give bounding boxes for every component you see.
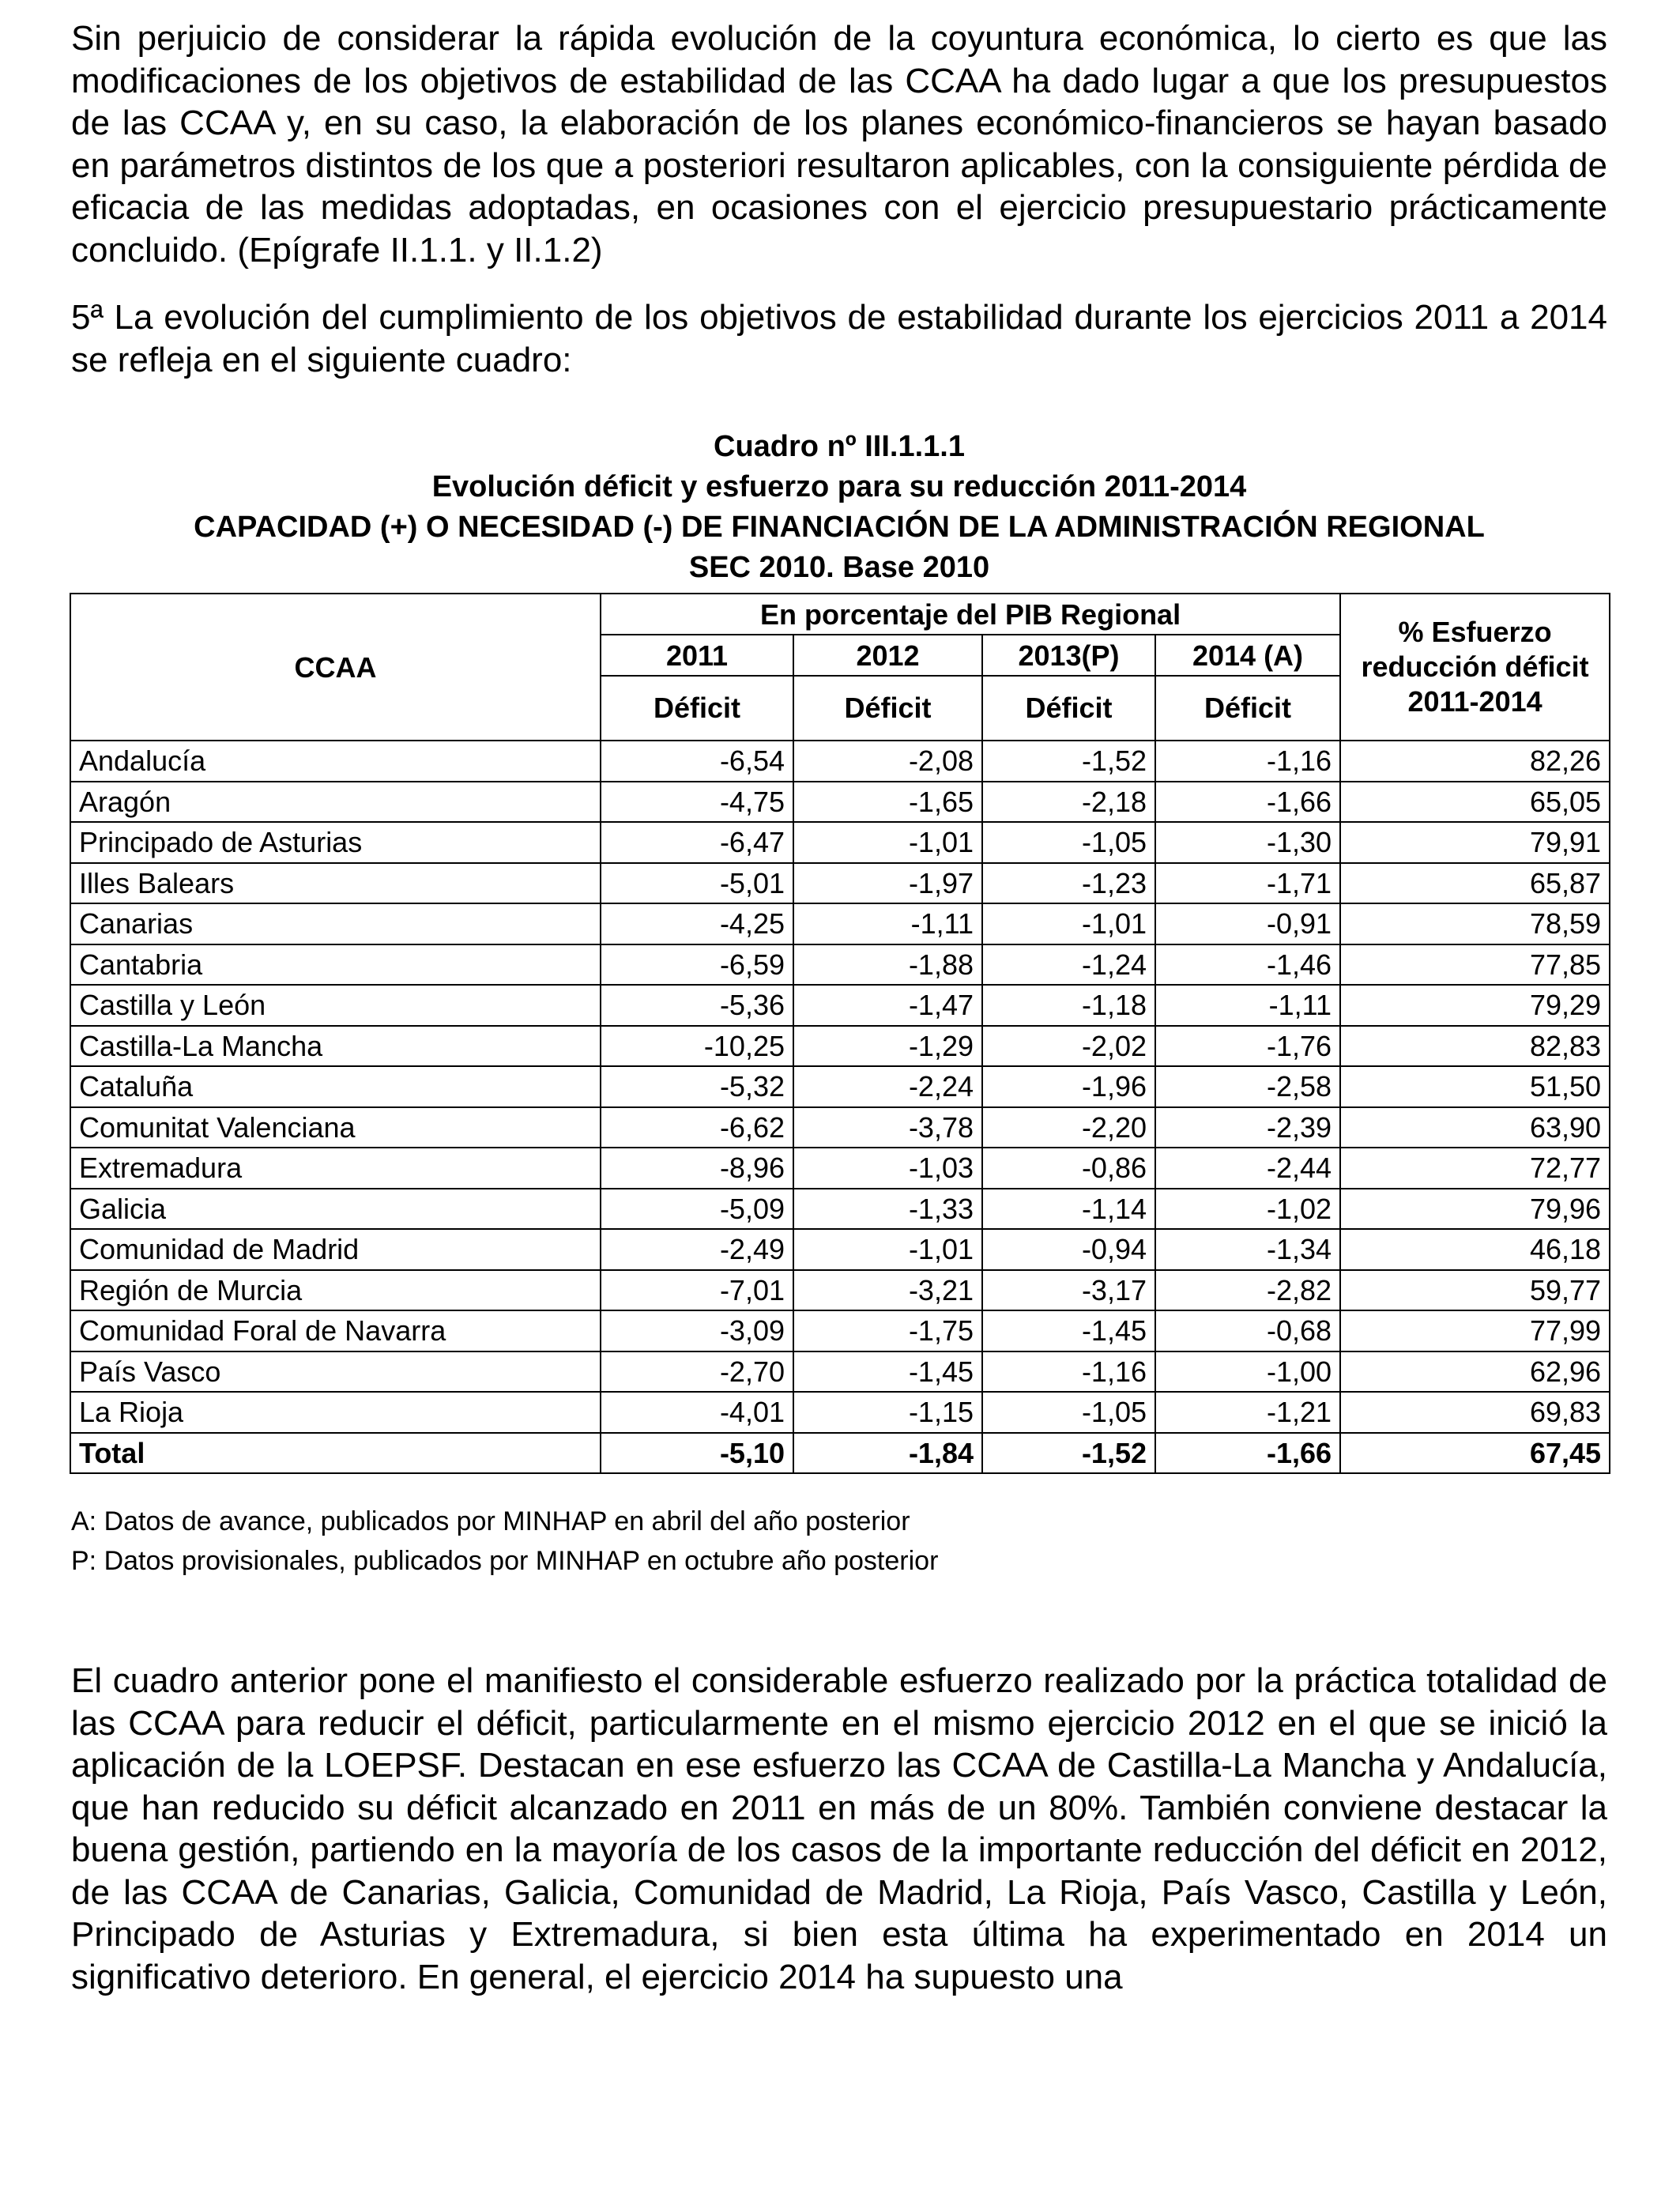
table-row [70,1189,1610,1230]
deficit-table [70,593,1610,1474]
row-deficit-2014: -0,91 [1155,903,1340,944]
row-ccaa-name: Castilla y León [70,985,601,1026]
row-deficit-2014: -0,68 [1155,1310,1340,1351]
row-deficit-2013: -2,20 [982,1107,1155,1148]
row-deficit-2014: -1,66 [1155,782,1340,823]
header-effort [1340,594,1610,741]
row-deficit-2013: -1,24 [982,944,1155,986]
row-effort-value: 67,45 [1340,1433,1610,1474]
header-deficit: Déficit [601,676,793,741]
row-deficit-2011: -4,25 [601,903,793,944]
table-row [70,1107,1610,1148]
row-deficit-2014: -1,16 [1155,741,1340,782]
table-base: SEC 2010. Base 2010 [688,551,990,584]
row-deficit-2013: -1,45 [982,1310,1155,1351]
row-deficit-2012: -3,78 [793,1107,982,1148]
row-ccaa-name: Comunidad de Madrid [70,1229,601,1270]
row-deficit-2013: -2,18 [982,782,1155,823]
row-deficit-2014: -1,71 [1155,863,1340,904]
row-deficit-2012: -1,75 [793,1310,982,1351]
header-deficit: Déficit [1155,676,1340,741]
row-deficit-2013: -3,17 [982,1270,1155,1311]
row-deficit-2013: -0,86 [982,1148,1155,1189]
header-effort-period: 2011-2014 [1407,685,1543,718]
row-ccaa-name: Andalucía [70,741,601,782]
row-effort-value: 82,26 [1340,741,1610,782]
row-deficit-2014: -2,58 [1155,1066,1340,1107]
note-advance: A: Datos de avance, publicados por MINHAP en abril del año posterior [71,1506,910,1536]
table-row [70,1270,1610,1311]
intro-paragraph: Sin perjuicio de considerar la rápida evolución de la coyuntura económica, lo cierto es que las modificaciones de los objetivos de estabilidad de las CCAA ha dado lugar a que los presupuestos de las CCAA y, en su caso, la elaboración de los planes económico-financieros se hayan basado en parámetros distintos de los que a posteriori resultaron aplicables, con la consiguiente pérdida de eficacia de las medidas adoptadas, en ocasiones con el ejercicio presupuestario prácticamente concluido. (Epígrafe II.1.1. y II.1.2) [71,19,1607,270]
table-row [70,1148,1610,1189]
row-deficit-2012: -1,84 [793,1433,982,1474]
table-body [70,741,1610,1473]
table-row [70,1310,1610,1351]
row-effort-value: 63,90 [1340,1107,1610,1148]
row-ccaa-name: Extremadura [70,1148,601,1189]
row-effort-value: 59,77 [1340,1270,1610,1311]
row-ccaa-name: Cantabria [70,944,601,986]
header-year-2012: 2012 [793,635,982,676]
header-deficit: Déficit [982,676,1155,741]
header-year-2014: 2014 (A) [1155,635,1340,676]
row-effort-value: 82,83 [1340,1026,1610,1067]
table-row [70,944,1610,986]
table-notes [71,1502,938,1581]
row-deficit-2013: -1,14 [982,1189,1155,1230]
row-deficit-2011: -2,70 [601,1351,793,1393]
row-deficit-2012: -1,11 [793,903,982,944]
header-deficit: Déficit [793,676,982,741]
row-deficit-2011: -3,09 [601,1310,793,1351]
row-deficit-2014: -1,66 [1155,1433,1340,1474]
row-effort-value: 77,85 [1340,944,1610,986]
table-row [70,863,1610,904]
row-deficit-2011: -5,09 [601,1189,793,1230]
row-deficit-2013: -1,05 [982,822,1155,863]
table-row [70,1351,1610,1393]
row-deficit-2011: -7,01 [601,1270,793,1311]
row-deficit-2011: -4,01 [601,1392,793,1433]
row-deficit-2011: -6,54 [601,741,793,782]
table-row [70,1066,1610,1107]
row-deficit-2013: -1,23 [982,863,1155,904]
row-ccaa-name: Cataluña [70,1066,601,1107]
row-deficit-2012: -1,01 [793,1229,982,1270]
row-effort-value: 65,05 [1340,782,1610,823]
row-deficit-2013: -1,52 [982,1433,1155,1474]
row-deficit-2013: -2,02 [982,1026,1155,1067]
analysis-paragraph: El cuadro anterior pone el manifiesto el considerable esfuerzo realizado por la práctica totalidad de las CCAA para reducir el déficit, particularmente en el mismo ejercicio 2012 en el que se inició la aplicación de la LOEPSF. Destacan en ese esfuerzo las CCAA de Castilla-La Mancha y Andalucía, que han reducido su déficit alcanzado en 2011 en más de un 80%. También conviene destacar la buena gestión, partiendo en la mayoría de los casos de la importante reducción del déficit en 2012, de las CCAA de Canarias, Galicia, Comunidad de Madrid, La Rioja, País Vasco, Castilla y León, Principado de Asturias y Extremadura, si bien esta última ha experimentado en 2014 un significativo deterioro. En general, el ejercicio 2014 ha supuesto una [71,1661,1607,1996]
row-deficit-2014: -1,00 [1155,1351,1340,1393]
row-deficit-2014: -1,11 [1155,985,1340,1026]
table-row [70,1392,1610,1433]
row-deficit-2014: -2,39 [1155,1107,1340,1148]
header-effort-label: % Esfuerzo reducción déficit [1361,616,1589,683]
header-ccaa: CCAA [70,594,601,741]
row-deficit-2013: -1,52 [982,741,1155,782]
row-ccaa-name: Castilla-La Mancha [70,1026,601,1067]
row-effort-value: 72,77 [1340,1148,1610,1189]
row-deficit-2014: -1,34 [1155,1229,1340,1270]
table-number: Cuadro nº III.1.1.1 [714,430,965,463]
row-deficit-2012: -2,08 [793,741,982,782]
row-deficit-2012: -1,01 [793,822,982,863]
table-row [70,741,1610,782]
row-deficit-2014: -1,76 [1155,1026,1340,1067]
row-effort-value: 62,96 [1340,1351,1610,1393]
row-deficit-2013: -1,18 [982,985,1155,1026]
row-effort-value: 79,96 [1340,1189,1610,1230]
row-deficit-2013: -1,96 [982,1066,1155,1107]
note-provisional: P: Datos provisionales, publicados por MINHAP en octubre año posterior [71,1546,939,1576]
row-deficit-2011: -8,96 [601,1148,793,1189]
row-deficit-2011: -6,62 [601,1107,793,1148]
table-row [70,903,1610,944]
row-deficit-2014: -1,30 [1155,822,1340,863]
row-deficit-2011: -4,75 [601,782,793,823]
row-deficit-2012: -1,65 [793,782,982,823]
row-ccaa-name: Aragón [70,782,601,823]
row-deficit-2013: -1,01 [982,903,1155,944]
row-deficit-2014: -1,21 [1155,1392,1340,1433]
row-deficit-2011: -5,36 [601,985,793,1026]
row-ccaa-name: Principado de Asturias [70,822,601,863]
row-ccaa-name: Galicia [70,1189,601,1230]
table-row [70,985,1610,1026]
row-deficit-2011: -5,32 [601,1066,793,1107]
row-deficit-2013: -1,05 [982,1392,1155,1433]
row-deficit-2012: -1,88 [793,944,982,986]
row-deficit-2012: -1,47 [793,985,982,1026]
table-caption: Evolución déficit y esfuerzo para su reducción 2011-2014 [431,470,1247,503]
table-row [70,1229,1610,1270]
row-deficit-2012: -1,15 [793,1392,982,1433]
row-effort-value: 77,99 [1340,1310,1610,1351]
row-ccaa-name: Illes Balears [70,863,601,904]
row-ccaa-name: La Rioja [70,1392,601,1433]
row-deficit-2011: -6,47 [601,822,793,863]
row-deficit-2011: -5,01 [601,863,793,904]
row-deficit-2012: -1,29 [793,1026,982,1067]
table-row [70,1026,1610,1067]
row-deficit-2013: -1,16 [982,1351,1155,1393]
table-row [70,782,1610,823]
row-effort-value: 51,50 [1340,1066,1610,1107]
row-ccaa-name: Canarias [70,903,601,944]
row-deficit-2011: -2,49 [601,1229,793,1270]
header-year-2013: 2013(P) [982,635,1155,676]
row-effort-value: 65,87 [1340,863,1610,904]
row-effort-value: 69,83 [1340,1392,1610,1433]
row-ccaa-name: Total [70,1433,601,1474]
row-deficit-2014: -2,82 [1155,1270,1340,1311]
table-row [70,822,1610,863]
row-deficit-2013: -0,94 [982,1229,1155,1270]
row-ccaa-name: Región de Murcia [70,1270,601,1311]
row-ccaa-name: Comunidad Foral de Navarra [70,1310,601,1351]
header-pib-group: En porcentaje del PIB Regional [601,594,1340,635]
row-deficit-2012: -2,24 [793,1066,982,1107]
row-deficit-2011: -6,59 [601,944,793,986]
row-deficit-2012: -3,21 [793,1270,982,1311]
row-deficit-2012: -1,97 [793,863,982,904]
row-deficit-2014: -1,46 [1155,944,1340,986]
table-subject: CAPACIDAD (+) O NECESIDAD (-) DE FINANCIACIÓN DE LA ADMINISTRACIÓN REGIONAL [194,511,1485,544]
row-deficit-2012: -1,33 [793,1189,982,1230]
table-intro-paragraph: 5ª La evolución del cumplimiento de los objetivos de estabilidad durante los ejercicios 2011 a 2014 se refleja en el siguiente cuadro: [71,298,1607,379]
row-effort-value: 79,91 [1340,822,1610,863]
row-deficit-2011: -10,25 [601,1026,793,1067]
row-effort-value: 78,59 [1340,903,1610,944]
row-deficit-2011: -5,10 [601,1433,793,1474]
table-title-block [71,427,1607,588]
row-effort-value: 79,29 [1340,985,1610,1026]
row-effort-value: 46,18 [1340,1229,1610,1270]
row-ccaa-name: País Vasco [70,1351,601,1393]
row-deficit-2014: -2,44 [1155,1148,1340,1189]
row-deficit-2012: -1,03 [793,1148,982,1189]
header-year-2011: 2011 [601,635,793,676]
row-ccaa-name: Comunitat Valenciana [70,1107,601,1148]
row-deficit-2014: -1,02 [1155,1189,1340,1230]
table-total-row [70,1433,1610,1474]
row-deficit-2012: -1,45 [793,1351,982,1393]
